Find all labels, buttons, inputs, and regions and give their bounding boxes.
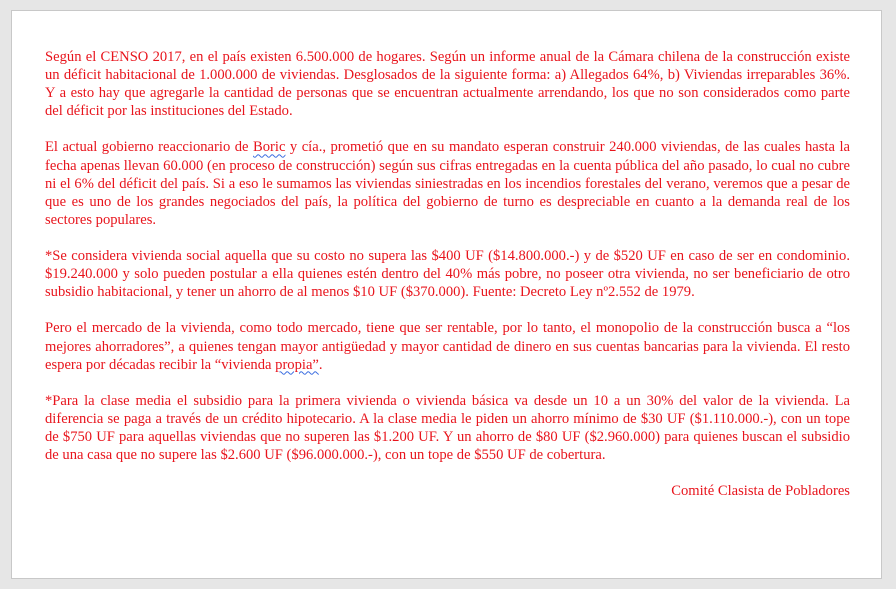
document-page[interactable] (11, 10, 882, 579)
spellcheck-word-propia[interactable]: propia” (275, 356, 319, 373)
paragraph-mercado-start: Pero el mercado de la vivienda, como todo mercado, tiene que ser rentable, por lo tanto, el monopolio de la construcción busca a “los mejores ahorradores”, a quienes tengan mayor antigüedad y mayor cantidad de dinero en sus cuentas bancarias para la vivienda. El resto espera por décadas recibir la “vivienda (45, 320, 850, 373)
paragraph-gobierno-rest: y cía., prometió que en su mandato esperan construir 240.000 viviendas, de las cuales hasta la fecha apenas llevan 60.000 (en proceso de construcción) según sus cifras entregadas en la cuenta pública del año pasado, lo cual no cubre ni el 6% del déficit del país. Si a eso le sumamos las viviendas siniestradas en los incendios forestales del verano, veremos que a pesar de que es uno de los grandes negociados del país, la política del gobierno de turno es despreciable en cuanto a la demanda real de los sectores populares. (45, 139, 850, 228)
paragraph-vivienda-social: *Se considera vivienda social aquella que su costo no supera las $400 UF ($14.800.000.-) y de $520 UF en caso de ser en condominio. $19.240.000 y solo pueden postular a ella quienes estén dentro del 40% más pobre, no poseer otra vivienda, no ser beneficiario de otro subsidio habitacional, y tener un ahorro de al menos $10 UF ($370.000). Fuente: Decreto Ley nº2.552 de 1979. (45, 248, 850, 301)
paragraph-mercado (45, 319, 850, 373)
signature: Comité Clasista de Pobladores (671, 483, 850, 500)
paragraph-gobierno-start: El actual gobierno reaccionario de (45, 139, 253, 156)
paragraph-clase-media: *Para la clase media el subsidio para la primera vivienda o vivienda básica va desde un 10 a un 30% del valor de la vivienda. La diferencia se paga a través de un crédito hipotecario. A la clase media le piden un ahorro mínimo de $30 UF ($1.110.000.-), con un tope de $750 UF para aquellas viviendas que no superen las $1.200 UF. Y un ahorro de $80 UF ($2.960.000) para quienes buscan el subsidio de una casa que no supere las $2.600 UF ($96.000.000.-), con un tope de $550 UF de cobertura. (45, 392, 850, 464)
paragraph-mercado-end: . (318, 356, 323, 373)
paragraph-gobierno (45, 138, 850, 228)
paragraph-censo: Según el CENSO 2017, en el país existen 6.500.000 de hogares. Según un informe anual de la Cámara chilena de la construcción existe un déficit habitacional de 1.000.000 de viviendas. Desglosados de la siguiente forma: a) Allegados 64%, b) Viviendas irreparables 36%. Y a esto hay que agregarle la cantidad de personas que se encuentran actualmente arrendando, los que no son considerados como parte del déficit por las instituciones del Estado. (45, 49, 850, 120)
spellcheck-word-boric[interactable]: Boric (253, 139, 286, 156)
document-body[interactable] (45, 48, 850, 518)
